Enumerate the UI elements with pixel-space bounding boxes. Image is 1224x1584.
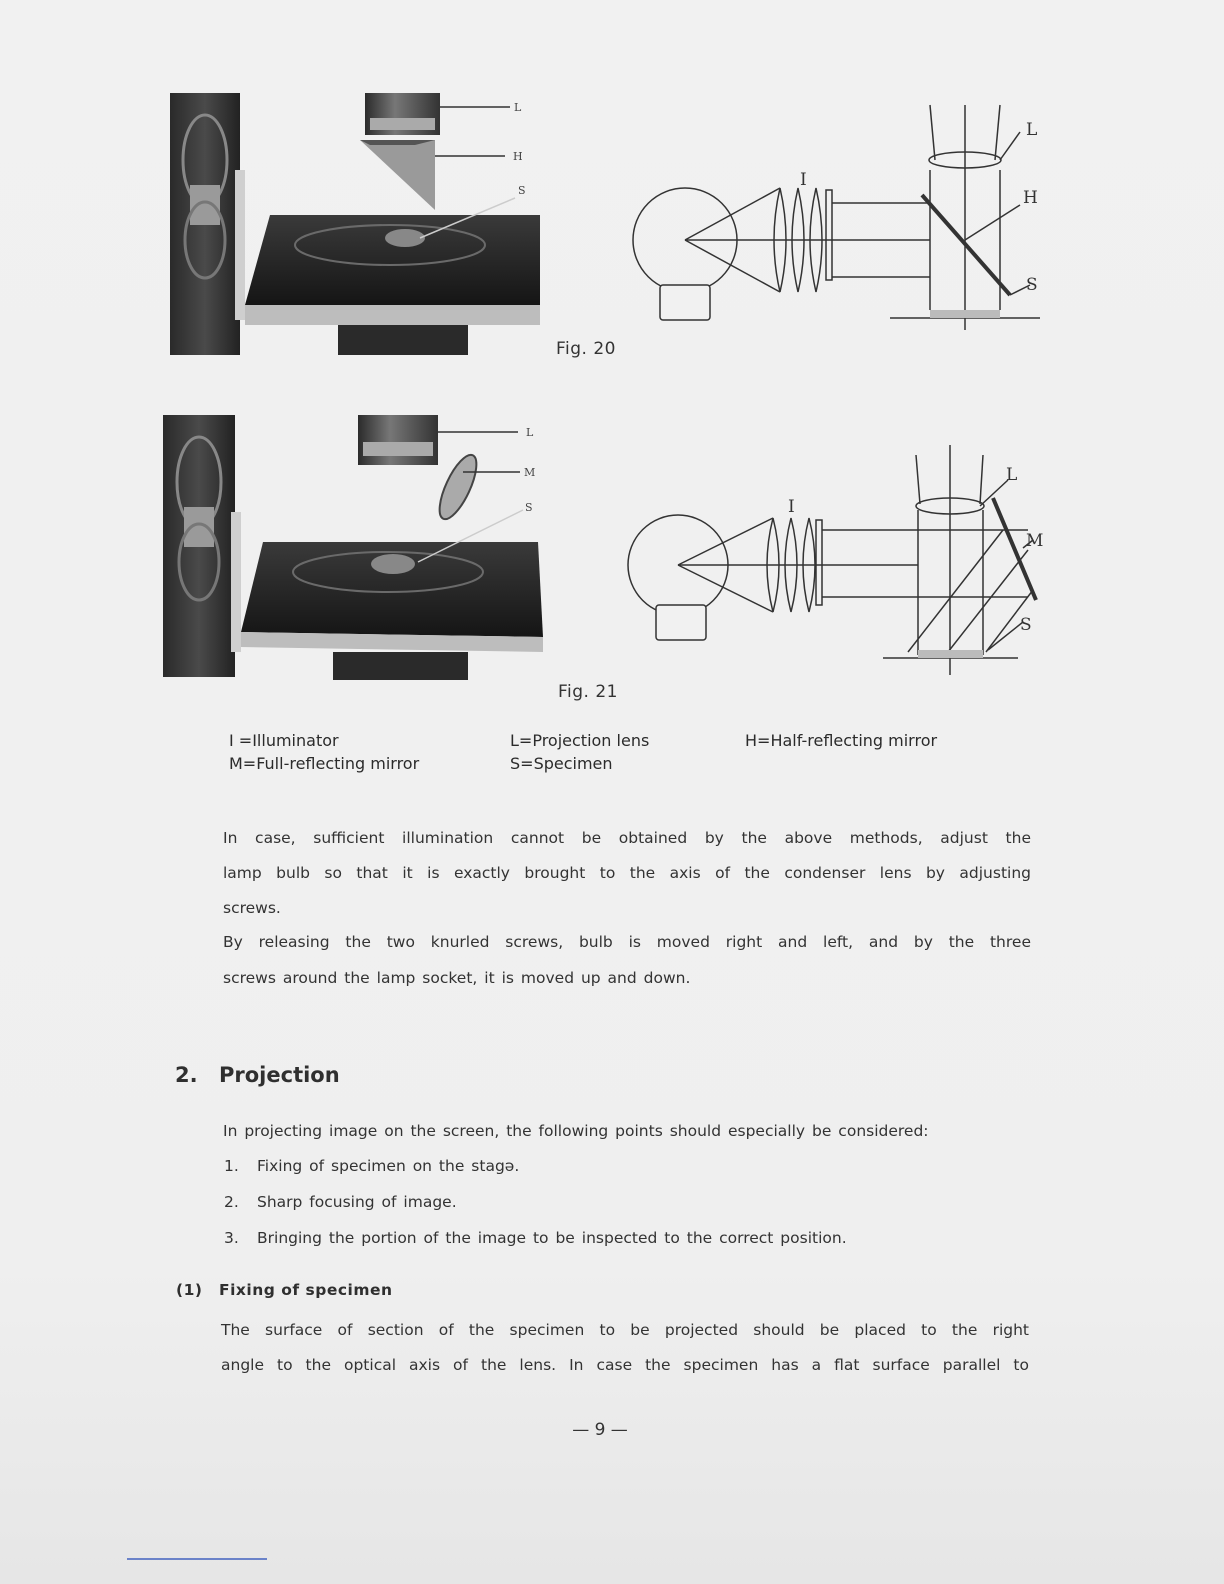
list-item: Sharp focusing of image. [257, 1193, 457, 1211]
subsection-title: Fixing of specimen [219, 1281, 393, 1299]
fig20-diagram-label-h: H [1023, 188, 1038, 208]
paragraph-line: The surface of section of the specimen to be projected should be placed to the right [221, 1321, 1029, 1339]
fig21-diagram-label-i: I [788, 497, 795, 517]
paragraph-line: screws. [223, 899, 281, 917]
paragraph-line: By releasing the two knurled screws, bulb is moved right and left, and by the three [223, 933, 1031, 951]
fig20-diagram-label-s: S [1026, 275, 1038, 295]
fig21-caption: Fig. 21 [558, 682, 618, 702]
fig20-diagram-label-i: I [800, 170, 807, 190]
fig21-photo-label-s: S [525, 501, 533, 514]
page-number: — 9 — [572, 1420, 628, 1440]
legend-projection-lens: L=Projection lens [510, 731, 650, 750]
fig21-diagram-label-s: S [1020, 615, 1032, 635]
fig20-optical-diagram [630, 100, 1050, 340]
list-item: Fixing of specimen on the stagə. [257, 1157, 520, 1175]
paragraph-line: angle to the optical axis of the lens. In case the specimen has a flat surface parallel to [221, 1356, 1029, 1374]
paragraph-line: lamp bulb so that it is exactly brought to the axis of the condenser lens by adjusting [223, 864, 1031, 882]
fig21-diagram-label-l: L [1006, 465, 1018, 485]
legend-half-mirror: H=Half-reflecting mirror [745, 731, 938, 750]
fig21-photo [163, 412, 553, 682]
list-item-number: 3. [224, 1229, 239, 1247]
section-intro: In projecting image on the screen, the following points should especially be considered: [223, 1122, 929, 1140]
fig21-photo-label-m: M [524, 466, 536, 479]
fig20-photo-label-s: S [518, 184, 526, 197]
footer-rule [127, 1558, 267, 1560]
list-item-number: 2. [224, 1193, 239, 1211]
subsection-number: (1) [176, 1281, 203, 1299]
fig20-photo-label-l: L [514, 101, 522, 114]
fig20-photo-label-h: H [513, 150, 523, 163]
paragraph-line: screws around the lamp socket, it is moved up and down. [223, 969, 691, 987]
fig20-diagram-label-l: L [1026, 120, 1038, 140]
section-title: Projection [219, 1063, 340, 1087]
fig20-photo [170, 90, 550, 360]
legend-specimen: S=Specimen [510, 754, 613, 773]
fig21-diagram-label-m: M [1026, 531, 1044, 551]
paragraph-line: In case, sufficient illumination cannot be obtained by the above methods, adjust the [223, 829, 1031, 847]
list-item-number: 1. [224, 1157, 239, 1175]
fig20-caption: Fig. 20 [556, 339, 616, 359]
fig21-optical-diagram [628, 440, 1048, 680]
legend-full-mirror: M=Full-reflecting mirror [229, 754, 420, 773]
fig21-photo-label-l: L [526, 426, 534, 439]
legend-illuminator: I =Illuminator [229, 731, 339, 750]
list-item: Bringing the portion of the image to be inspected to the correct position. [257, 1229, 847, 1247]
section-number: 2. [175, 1063, 198, 1087]
